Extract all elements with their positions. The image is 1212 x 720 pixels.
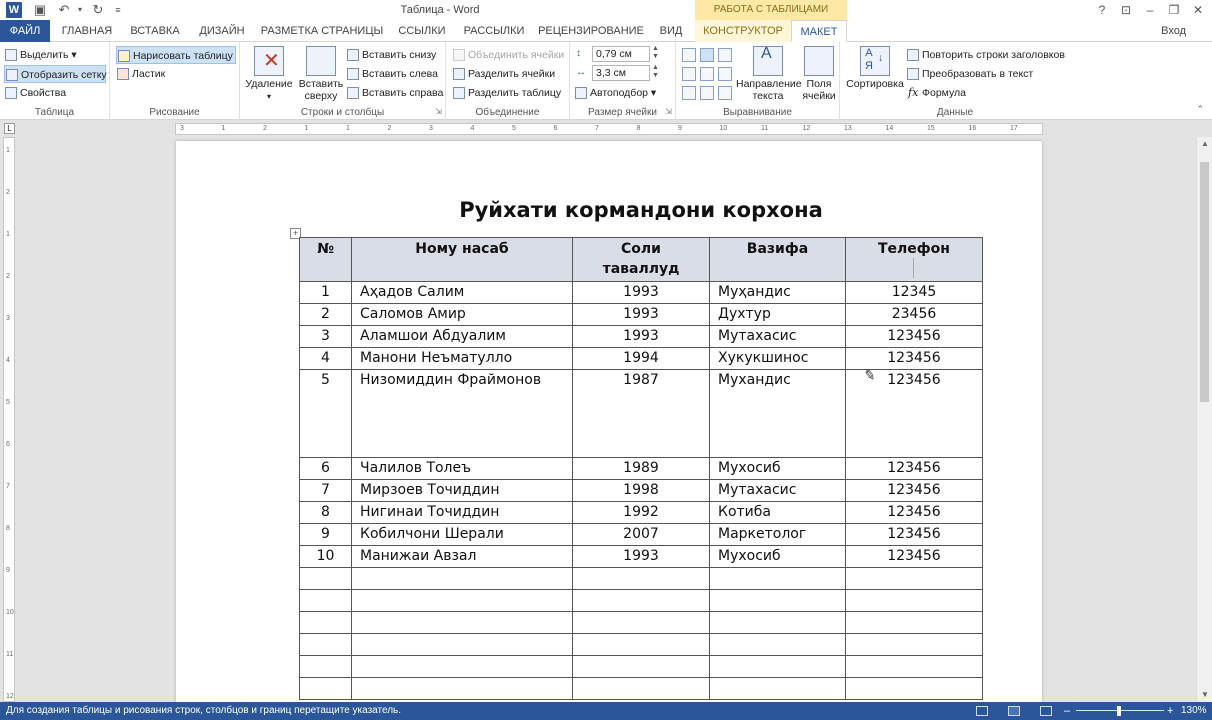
align-top-left-icon[interactable] xyxy=(682,48,696,62)
cell-name[interactable]: Кобилчони Шерали xyxy=(352,524,573,546)
table-body xyxy=(300,282,983,700)
empty-cell[interactable] xyxy=(710,612,846,634)
column-width-input[interactable]: 3,3 см xyxy=(592,65,650,81)
horizontal-ruler[interactable] xyxy=(0,121,1212,137)
insert-left-button[interactable] xyxy=(346,65,438,83)
vertical-ruler-tick-label: 8 xyxy=(6,525,10,532)
ruler-tick-label: 15 xyxy=(927,125,935,132)
cell-birth-year[interactable]: 2007 xyxy=(573,524,710,546)
empty-cell[interactable] xyxy=(846,678,983,700)
cell-phone[interactable]: 12345 xyxy=(846,282,983,304)
empty-cell[interactable] xyxy=(710,568,846,590)
scrollbar-thumb[interactable] xyxy=(1200,162,1209,402)
customize-quick-access-icon[interactable]: ≡ xyxy=(115,5,121,15)
select-label: Выделить xyxy=(20,49,69,61)
ruler-tick-label: 2 xyxy=(387,125,392,132)
empty-cell[interactable] xyxy=(300,634,352,656)
cell-position[interactable]: Мутахасис xyxy=(710,326,846,348)
align-middle-center-icon[interactable] xyxy=(700,67,714,81)
group-merge xyxy=(446,42,570,120)
header-number[interactable]: № xyxy=(300,238,352,282)
ruler-tick-label: 10 xyxy=(719,125,728,132)
vertical-ruler-tick-label: 5 xyxy=(6,399,10,406)
empty-cell[interactable] xyxy=(352,678,573,700)
ruler-tick-label: 1 xyxy=(346,125,350,132)
cell-margins-icon xyxy=(804,46,834,76)
vertical-ruler-tick-label: 2 xyxy=(6,189,10,196)
table-row xyxy=(300,502,983,524)
cell-number[interactable]: 9 xyxy=(300,524,352,546)
draw-table-button[interactable] xyxy=(116,46,236,64)
autofit-label: Автоподбор xyxy=(590,87,648,99)
eraser-icon xyxy=(117,68,129,80)
table-properties-label: Свойства xyxy=(20,87,67,99)
cell-phone[interactable]: 123456 xyxy=(846,480,983,502)
table-tools-context-label: РАБОТА С ТАБЛИЦАМИ xyxy=(695,0,847,20)
cell-position[interactable]: Хукукшинос xyxy=(710,348,846,370)
table-row xyxy=(300,480,983,502)
vertical-ruler-tick-label: 9 xyxy=(6,567,10,574)
tab-mailings[interactable]: РАССЫЛКИ xyxy=(463,25,525,37)
print-layout-icon[interactable] xyxy=(1008,706,1020,716)
zoom-level[interactable]: 130% xyxy=(1181,705,1207,716)
empty-cell[interactable] xyxy=(300,612,352,634)
cell-name[interactable]: Манижаи Авзал xyxy=(352,546,573,568)
table-properties-button[interactable] xyxy=(4,84,66,102)
group-draw-label: Рисование xyxy=(149,107,200,118)
vertical-ruler-band xyxy=(3,137,15,702)
sort-button[interactable] xyxy=(844,46,906,90)
table-row xyxy=(300,370,983,458)
table-row xyxy=(300,524,983,546)
cell-birth-year[interactable]: 1989 xyxy=(573,458,710,480)
cell-position[interactable]: Духтур xyxy=(710,304,846,326)
group-draw xyxy=(110,42,240,120)
table-row xyxy=(300,304,983,326)
select-arrow-icon xyxy=(5,49,17,61)
merge-cells-button[interactable] xyxy=(452,46,564,64)
cell-number[interactable]: 8 xyxy=(300,502,352,524)
ruler-tick-label: 3 xyxy=(429,125,433,132)
empty-cell[interactable] xyxy=(573,568,710,590)
page[interactable] xyxy=(176,141,1042,702)
insert-right-label: Вставить справа xyxy=(362,87,444,99)
cell-name[interactable]: Низомиддин Фраймонов xyxy=(352,370,573,458)
delete-label: Удаление xyxy=(245,78,293,90)
table-row xyxy=(300,348,983,370)
tab-view[interactable]: ВИД xyxy=(659,25,683,37)
insert-column-left-icon xyxy=(347,68,359,80)
group-rows-columns xyxy=(240,42,446,120)
cell-name[interactable]: Аҳадов Салим xyxy=(352,282,573,304)
cell-phone[interactable]: 123456 xyxy=(846,348,983,370)
table-row xyxy=(300,326,983,348)
help-button[interactable]: ? xyxy=(1098,3,1106,17)
merge-cells-label: Объединить ячейки xyxy=(468,49,565,61)
empty-cell[interactable] xyxy=(352,634,573,656)
empty-cell[interactable] xyxy=(573,678,710,700)
cell-number[interactable]: 2 xyxy=(300,304,352,326)
cell-birth-year[interactable]: 1993 xyxy=(573,282,710,304)
cell-name[interactable]: Аламшои Абдуалим xyxy=(352,326,573,348)
header-name[interactable]: Ному насаб xyxy=(352,238,573,282)
vertical-ruler-tick-label: 10 xyxy=(6,609,14,616)
empty-cell[interactable] xyxy=(846,612,983,634)
cell-number[interactable]: 5 xyxy=(300,370,352,458)
scroll-down-icon[interactable]: ▼ xyxy=(1201,690,1209,699)
cell-phone[interactable]: 123456 xyxy=(846,502,983,524)
insert-above-label-1: Вставить xyxy=(298,78,344,90)
cell-number[interactable]: 7 xyxy=(300,480,352,502)
ruler-tick-label: 1 xyxy=(304,125,309,132)
text-direction-label-2: текста xyxy=(752,90,784,102)
empty-table-row xyxy=(300,590,983,612)
align-middle-left-icon[interactable] xyxy=(682,67,696,81)
table-header-row xyxy=(300,238,983,282)
read-mode-icon[interactable] xyxy=(976,706,988,716)
ruler-tick-label: 13 xyxy=(844,125,852,132)
cell-birth-year[interactable]: 1992 xyxy=(573,502,710,524)
insert-above-button[interactable] xyxy=(296,46,346,102)
redo-icon[interactable]: ↻ xyxy=(92,2,104,17)
select-button[interactable]: Выделить ▾ xyxy=(4,46,77,64)
header-birth-year[interactable]: Соли таваллуд xyxy=(573,238,710,282)
empty-cell[interactable] xyxy=(846,568,983,590)
empty-cell[interactable] xyxy=(300,568,352,590)
split-cells-label: Разделить ячейки xyxy=(468,68,556,80)
autofit-icon xyxy=(575,87,587,99)
empty-cell[interactable] xyxy=(352,656,573,678)
draw-pencil-cursor-icon: ✎ xyxy=(862,366,878,384)
cell-phone[interactable]: 23456 xyxy=(846,304,983,326)
vertical-ruler-tick-label: 12 xyxy=(6,693,14,700)
empty-cell[interactable] xyxy=(300,590,352,612)
scroll-up-icon[interactable]: ▲ xyxy=(1201,139,1209,148)
delete-table-icon: ✕ xyxy=(254,46,284,76)
align-bottom-right-icon[interactable] xyxy=(718,86,732,100)
cell-size-launcher-icon[interactable]: ⇲ xyxy=(665,107,672,116)
vertical-ruler-tick-label: 6 xyxy=(6,441,10,448)
merge-cells-icon xyxy=(453,49,465,61)
cell-birth-year[interactable]: 1987 xyxy=(573,370,710,458)
pencil-icon xyxy=(118,50,130,62)
cell-number[interactable]: 3 xyxy=(300,326,352,348)
cell-birth-year[interactable]: 1993 xyxy=(573,304,710,326)
empty-table-row xyxy=(300,612,983,634)
cell-position[interactable]: Мухандис xyxy=(710,370,846,458)
header-phone[interactable]: Телефон xyxy=(846,238,983,282)
empty-table-row xyxy=(300,656,983,678)
align-top-right-icon[interactable] xyxy=(718,48,732,62)
align-top-center-icon[interactable] xyxy=(700,48,714,62)
group-alignment xyxy=(676,42,840,120)
empty-cell[interactable] xyxy=(710,590,846,612)
empty-table-row xyxy=(300,634,983,656)
cell-position[interactable]: Муҳандис xyxy=(710,282,846,304)
align-bottom-center-icon[interactable] xyxy=(700,86,714,100)
properties-icon xyxy=(5,87,17,99)
cell-margins-label-2: ячейки xyxy=(802,90,836,102)
cell-number[interactable]: 4 xyxy=(300,348,352,370)
column-width-icon: ↔ xyxy=(576,67,586,78)
vertical-ruler-tick-label: 11 xyxy=(6,651,14,658)
ruler-tick-label: 3 xyxy=(180,125,184,132)
employee-table[interactable] xyxy=(299,237,983,700)
sort-az-icon: А Я ↓ xyxy=(860,46,890,76)
zoom-in-icon[interactable]: + xyxy=(1167,705,1174,717)
cell-phone[interactable]: 123456 xyxy=(846,524,983,546)
ruler-tick-label: 4 xyxy=(470,125,475,132)
autofit-button[interactable]: Автоподбор ▾ xyxy=(574,84,656,102)
show-gridlines-label: Отобразить сетку xyxy=(21,69,107,81)
row-height-spinner-icon[interactable]: ▲ ▼ xyxy=(652,45,659,60)
repeat-header-rows-button[interactable] xyxy=(906,46,1065,64)
formula-label: Формула xyxy=(922,87,966,99)
table-row xyxy=(300,282,983,304)
cell-name[interactable]: Манони Неъматулло xyxy=(352,348,573,370)
ruler-tick-label: 14 xyxy=(885,125,894,132)
undo-dropdown-icon[interactable]: ▾ xyxy=(77,5,82,14)
group-cell-size-label: Размер ячейки xyxy=(588,107,657,118)
table-row xyxy=(300,458,983,480)
undo-icon[interactable]: ↶ xyxy=(58,2,70,17)
zoom-slider-thumb[interactable] xyxy=(1117,706,1121,716)
group-cell-size xyxy=(570,42,676,120)
cell-number[interactable]: 6 xyxy=(300,458,352,480)
save-icon[interactable]: ▣ xyxy=(33,2,47,17)
cell-phone[interactable]: 123456 xyxy=(846,458,983,480)
ribbon-tabs xyxy=(0,20,1212,42)
empty-cell[interactable] xyxy=(846,656,983,678)
ruler-tick-label: 9 xyxy=(678,125,682,132)
eraser-label: Ластик xyxy=(132,68,166,80)
ruler-tick-label: 12 xyxy=(802,125,811,132)
empty-cell[interactable] xyxy=(300,678,352,700)
cell-name[interactable]: Мирзоев Точиддин xyxy=(352,480,573,502)
minimize-icon[interactable]: – xyxy=(1146,3,1154,17)
group-table-label: Таблица xyxy=(34,107,75,118)
vertical-ruler-tick-label: 2 xyxy=(6,273,10,280)
empty-table-row xyxy=(300,678,983,700)
ruler-tick-label: 16 xyxy=(968,125,977,132)
ribbon-display-options-icon[interactable]: ⊡ xyxy=(1120,3,1132,17)
empty-cell[interactable] xyxy=(352,612,573,634)
empty-cell[interactable] xyxy=(573,590,710,612)
row-height-input[interactable]: 0,79 см xyxy=(592,46,650,62)
ruler-tick-label: 1 xyxy=(221,125,226,132)
cell-number[interactable]: 1 xyxy=(300,282,352,304)
split-table-button[interactable] xyxy=(452,84,561,102)
document-heading[interactable]: Руйхати кормандони корхона xyxy=(459,198,823,222)
insert-column-right-icon xyxy=(347,87,359,99)
insert-below-button[interactable] xyxy=(346,46,436,64)
tab-design[interactable]: ДИЗАЙН xyxy=(199,25,245,37)
text-direction-label-1: Направление xyxy=(736,78,802,90)
repeat-header-label: Повторить строки заголовков xyxy=(922,49,1065,61)
vertical-ruler-tick-label: 1 xyxy=(6,231,10,238)
insert-row-below-icon xyxy=(347,49,359,61)
draw-table-label: Нарисовать таблицу xyxy=(133,50,233,62)
close-icon[interactable]: ✕ xyxy=(1192,3,1204,17)
insert-row-above-icon xyxy=(306,46,336,76)
web-layout-icon[interactable] xyxy=(1040,706,1052,716)
cell-birth-year[interactable]: 1993 xyxy=(573,326,710,348)
grid-icon xyxy=(6,69,18,81)
group-data-label: Данные xyxy=(936,107,974,118)
split-cells-icon xyxy=(453,68,465,80)
split-cells-button[interactable] xyxy=(452,65,555,83)
ruler-tick-label: 6 xyxy=(553,125,558,132)
eraser-button[interactable] xyxy=(116,65,165,83)
split-table-label: Разделить таблицу xyxy=(468,87,562,99)
empty-cell[interactable] xyxy=(300,656,352,678)
cell-position[interactable]: Мухосиб xyxy=(710,458,846,480)
ruler-tick-label: 17 xyxy=(1010,125,1018,132)
cell-margins-label-1: Поля xyxy=(806,78,832,90)
formula-button[interactable] xyxy=(906,84,966,102)
sign-in-link[interactable]: Вход xyxy=(1161,25,1186,37)
tab-page-layout[interactable]: РАЗМЕТКА СТРАНИЦЫ xyxy=(260,25,384,37)
insert-below-label: Вставить снизу xyxy=(362,49,437,61)
word-app-icon[interactable]: W xyxy=(6,2,22,18)
tab-review[interactable]: РЕЦЕНЗИРОВАНИЕ xyxy=(538,25,644,37)
empty-cell[interactable] xyxy=(846,590,983,612)
cell-name[interactable]: Саломов Амир xyxy=(352,304,573,326)
tab-references[interactable]: ССЫЛКИ xyxy=(398,25,446,37)
rows-columns-launcher-icon[interactable]: ⇲ xyxy=(435,107,442,116)
cell-birth-year[interactable]: 1998 xyxy=(573,480,710,502)
convert-to-text-button[interactable] xyxy=(906,65,1033,83)
group-merge-label: Объединение xyxy=(475,107,540,118)
ruler-tick-label: 2 xyxy=(263,125,267,132)
cell-phone[interactable]: 123456 xyxy=(846,546,983,568)
ruler-tick-label: 11 xyxy=(761,125,769,132)
tab-home[interactable]: ГЛАВНАЯ xyxy=(61,25,113,37)
group-table xyxy=(0,42,110,120)
formula-fx-icon: fx xyxy=(908,86,919,99)
cell-position[interactable]: Котиба xyxy=(710,502,846,524)
convert-to-text-label: Преобразовать в текст xyxy=(922,68,1034,80)
cell-position[interactable]: Маркетолог xyxy=(710,524,846,546)
cell-birth-year[interactable]: 1993 xyxy=(573,546,710,568)
convert-to-text-icon xyxy=(907,68,919,80)
ruler-tick-label: 7 xyxy=(595,125,599,132)
align-middle-right-icon[interactable] xyxy=(718,67,732,81)
insert-right-button[interactable] xyxy=(346,84,443,102)
document-title: Таблица - Word xyxy=(400,4,480,16)
vertical-ruler-tick-label: 4 xyxy=(6,357,10,364)
ruler-tick-label: 5 xyxy=(512,125,516,132)
empty-table-row xyxy=(300,568,983,590)
group-data xyxy=(840,42,1070,120)
tab-table-design[interactable]: КОНСТРУКТОР xyxy=(695,20,791,42)
cell-position[interactable]: Мухосиб xyxy=(710,546,846,568)
vertical-ruler[interactable] xyxy=(0,137,18,702)
tab-table-layout[interactable]: МАКЕТ xyxy=(791,20,847,42)
group-alignment-label: Выравнивание xyxy=(723,107,792,118)
tab-file[interactable]: ФАЙЛ xyxy=(0,20,50,42)
delete-button[interactable]: ✕ Удаление ▾ xyxy=(244,46,294,103)
title-bar xyxy=(0,0,1212,20)
text-direction-button[interactable] xyxy=(736,46,800,102)
vertical-ruler-tick-label: 1 xyxy=(6,147,10,154)
row-height-icon: ↕ xyxy=(576,48,581,59)
empty-cell[interactable] xyxy=(573,634,710,656)
ribbon-panel xyxy=(0,42,1212,120)
cell-name[interactable]: Чалилов Толеъ xyxy=(352,458,573,480)
cell-birth-year[interactable]: 1994 xyxy=(573,348,710,370)
cell-cursor-line xyxy=(913,258,914,278)
ruler-tick-label: 8 xyxy=(636,125,641,132)
insert-left-label: Вставить слева xyxy=(362,68,438,80)
cell-name[interactable]: Нигинаи Точиддин xyxy=(352,502,573,524)
vertical-scrollbar[interactable] xyxy=(1196,137,1212,702)
insert-above-label-2: сверху xyxy=(304,90,338,102)
empty-cell[interactable] xyxy=(846,634,983,656)
table-move-handle-icon[interactable]: + xyxy=(290,228,301,239)
vertical-ruler-tick-label: 7 xyxy=(6,483,10,490)
empty-cell[interactable] xyxy=(573,656,710,678)
empty-cell[interactable] xyxy=(710,634,846,656)
status-message: Для создания таблицы и рисования строк, столбцов и границ перетащите указатель. xyxy=(6,705,402,716)
cell-number[interactable]: 10 xyxy=(300,546,352,568)
cell-phone[interactable]: 123456 xyxy=(846,326,983,348)
split-table-icon xyxy=(453,87,465,99)
empty-cell[interactable] xyxy=(573,612,710,634)
empty-cell[interactable] xyxy=(352,568,573,590)
column-width-spinner-icon[interactable]: ▲ ▼ xyxy=(652,64,659,79)
repeat-header-icon xyxy=(907,49,919,61)
show-gridlines-button[interactable] xyxy=(4,65,106,83)
maximize-icon[interactable]: ❐ xyxy=(1168,3,1180,17)
sort-label: Сортировка xyxy=(846,78,904,90)
status-bar xyxy=(0,702,1212,720)
document-canvas[interactable] xyxy=(18,137,1196,702)
empty-cell[interactable] xyxy=(352,590,573,612)
vertical-ruler-tick-label: 3 xyxy=(6,315,10,322)
cell-margins-button[interactable] xyxy=(800,46,838,102)
tab-selector-icon[interactable]: L xyxy=(4,123,15,134)
table-row xyxy=(300,546,983,568)
cell-position[interactable]: Мутахасис xyxy=(710,480,846,502)
zoom-out-icon[interactable]: – xyxy=(1064,705,1071,717)
collapse-ribbon-icon[interactable]: ⌃ xyxy=(1196,104,1204,114)
header-position[interactable]: Вазифа xyxy=(710,238,846,282)
empty-cell[interactable] xyxy=(710,678,846,700)
tab-insert[interactable]: ВСТАВКА xyxy=(130,25,180,37)
text-direction-icon: A xyxy=(753,46,783,76)
cell-phone[interactable]: 123456 xyxy=(846,370,983,458)
align-bottom-left-icon[interactable] xyxy=(682,86,696,100)
group-rows-columns-label: Строки и столбцы xyxy=(300,107,385,118)
empty-cell[interactable] xyxy=(710,656,846,678)
